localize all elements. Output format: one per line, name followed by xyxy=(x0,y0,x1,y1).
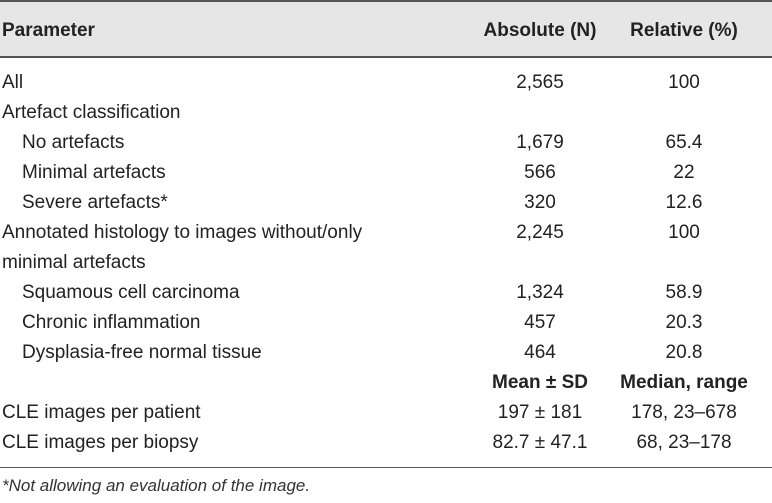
row-absolute: 197 ± 181 xyxy=(497,402,583,423)
row-relative: 22 xyxy=(673,162,695,183)
row-label: minimal artefacts xyxy=(2,252,146,273)
row-label: All xyxy=(2,72,24,93)
subheader-median-range: Median, range xyxy=(620,372,748,393)
row-absolute: 1,679 xyxy=(516,132,564,153)
row-label: Artefact classification xyxy=(2,102,181,123)
row-relative: 178, 23–678 xyxy=(631,402,737,423)
row-label: Squamous cell carcinoma xyxy=(22,282,240,303)
row-absolute: 320 xyxy=(524,192,556,213)
row-relative: 100 xyxy=(668,72,700,93)
table-row xyxy=(0,68,772,98)
table-row xyxy=(0,308,772,338)
bottom-rule xyxy=(0,467,772,468)
row-relative: 68, 23–178 xyxy=(636,432,732,453)
table-header xyxy=(0,0,772,58)
row-label: CLE images per biopsy xyxy=(2,432,199,453)
table-row xyxy=(0,398,772,428)
table-row xyxy=(0,188,772,218)
row-label: Dysplasia-free normal tissue xyxy=(22,342,262,363)
table-row xyxy=(0,428,772,458)
table-row xyxy=(0,128,772,158)
table-row xyxy=(0,218,772,248)
row-label: Annotated histology to images without/only xyxy=(2,222,363,243)
row-label: Severe artefacts* xyxy=(22,192,168,213)
row-relative: 58.9 xyxy=(665,282,703,303)
subheader-row xyxy=(0,368,772,398)
row-absolute: 566 xyxy=(524,162,556,183)
row-label: CLE images per patient xyxy=(2,402,201,423)
row-relative: 65.4 xyxy=(665,132,703,153)
row-absolute: 1,324 xyxy=(516,282,564,303)
table-row xyxy=(0,98,772,128)
row-relative: 20.8 xyxy=(665,342,703,363)
row-label: Chronic inflammation xyxy=(22,312,201,333)
row-relative: 20.3 xyxy=(665,312,703,333)
row-relative: 100 xyxy=(668,222,700,243)
subheader-mean-sd: Mean ± SD xyxy=(492,372,588,393)
table-row xyxy=(0,158,772,188)
footnote: *Not allowing an evaluation of the image. xyxy=(2,476,311,495)
row-absolute: 2,565 xyxy=(516,72,564,93)
header-absolute: Absolute (N) xyxy=(483,20,597,41)
table-row xyxy=(0,338,772,368)
row-label: Minimal artefacts xyxy=(22,162,166,183)
table-row xyxy=(0,248,772,278)
row-absolute: 82.7 ± 47.1 xyxy=(492,432,588,453)
row-label: No artefacts xyxy=(22,132,125,153)
table-row xyxy=(0,278,772,308)
header-parameter: Parameter xyxy=(2,20,95,41)
row-relative: 12.6 xyxy=(665,192,703,213)
header-relative: Relative (%) xyxy=(630,20,738,41)
row-absolute: 464 xyxy=(524,342,556,363)
row-absolute: 2,245 xyxy=(516,222,564,243)
row-absolute: 457 xyxy=(524,312,556,333)
